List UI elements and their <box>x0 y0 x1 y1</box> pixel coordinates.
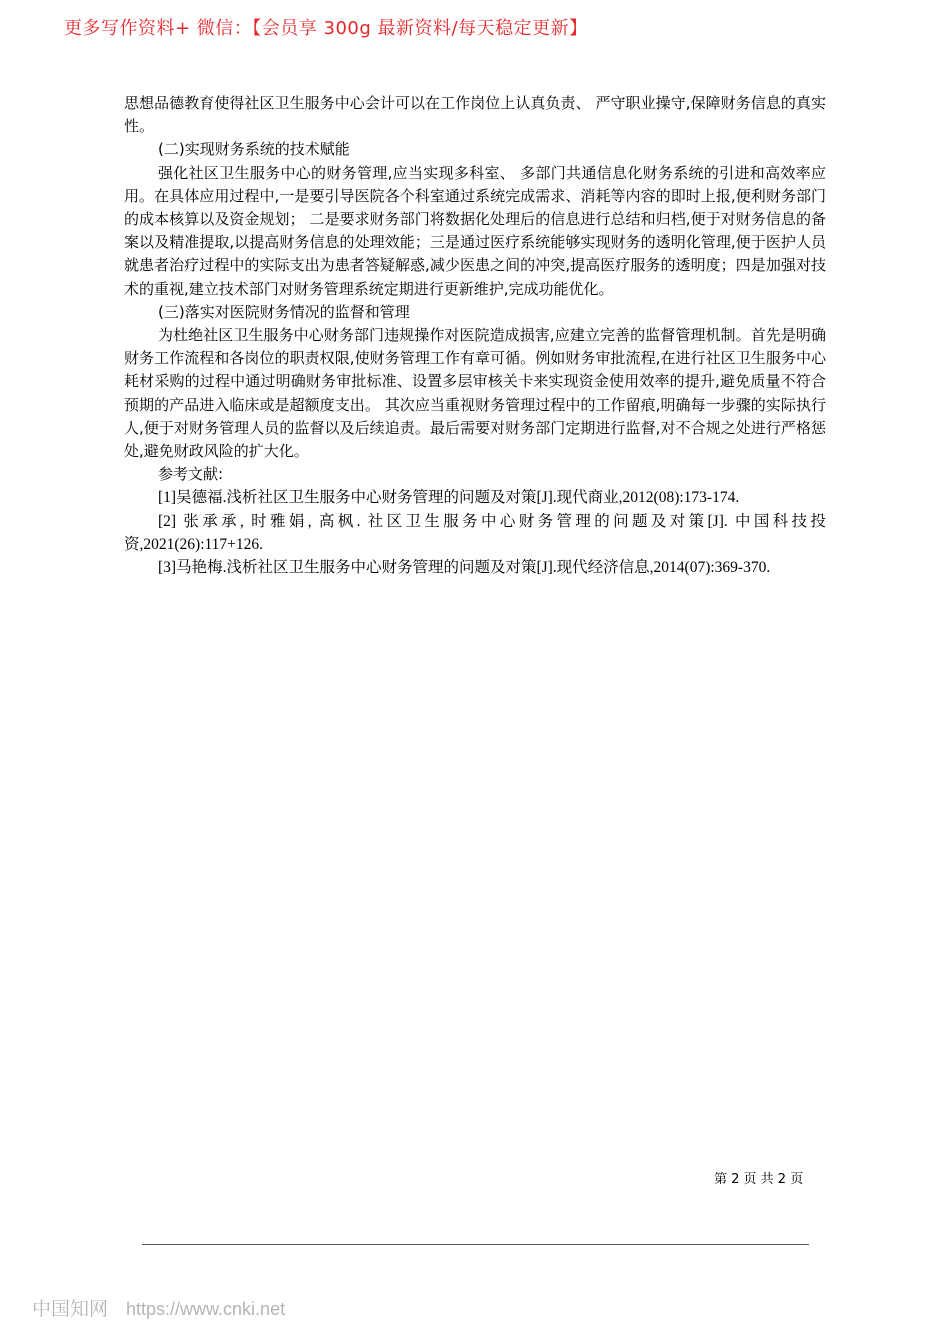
watermark-url: https://www.cnki.net <box>126 1299 286 1319</box>
cnki-watermark <box>32 1294 285 1321</box>
body-paragraph: 为杜绝社区卫生服务中心财务部门违规操作对医院造成损害,应建立完善的监督管理机制。首先是明确财务工作流程和各岗位的职责权限,使财务管理工作有章可循。例如财务审批流程,在进行社区卫生服务中心耗材采购的过程中通过明确财务审批标准、设置多层审核关卡来实现资金使用效率的提升,避免质量不符合预期的产品进入临床或是超额度支出。 其次应当重视财务管理过程中的工作留痕,明确每一步骤的实际执行人,便于对财务管理人员的监督以及后续追责。最后需要对财务部门定期进行监督,对不合规之处进行严格惩处,避免财政风险的扩大化。 <box>124 326 826 461</box>
footer-divider <box>142 1244 809 1245</box>
body-paragraph: 强化社区卫生服务中心的财务管理,应当实现多科室、 多部门共通信息化财务系统的引进和高效率应用。在具体应用过程中,一是要引导医院各个科室通过系统完成需求、消耗等内容的即时上报,便利财务部门的成本核算以及资金规划； 二是要求财务部门将数据化处理后的信息进行总结和归档,便于对财务信息的备案以及精准提取,以提高财务信息的处理效能；三是通过医疗系统能够实现财务的透明化管理,便于医护人员就患者治疗过程中的实际支出为患者答疑解惑,减少医患之间的冲突,提高医疗服务的透明度；四是加强对技术的重视,建立技术部门对财务管理系统定期进行更新维护,完成功能优化。 <box>124 163 826 298</box>
reference-item: [1]吴德福.浅析社区卫生服务中心财务管理的问题及对策[J].现代商业,2012(08):173-174. <box>158 489 740 507</box>
watermark-brand: 中国知网 <box>32 1298 109 1320</box>
section-heading: (三)落实对医院财务情况的监督和管理 <box>158 302 410 321</box>
references-heading: 参考文献: <box>158 465 224 484</box>
document-body <box>124 92 826 579</box>
reference-item: [2] 张承承, 时雅娟, 高枫. 社区卫生服务中心财务管理的问题及对策[J]. 中国科技投资,2021(26):117+126. <box>124 512 826 553</box>
promo-banner: 更多写作资料+ 微信：【会员享 300g 最新资料/每天稳定更新】 <box>64 18 588 39</box>
reference-item: [3]马艳梅.浅析社区卫生服务中心财务管理的问题及对策[J].现代经济信息,2014(07):369-370. <box>158 559 771 577</box>
page-number: 第 2 页 共 2 页 <box>714 1172 804 1187</box>
body-paragraph: 思想品德教育使得社区卫生服务中心会计可以在工作岗位上认真负责、 严守职业操守,保障财务信息的真实性。 <box>124 94 826 136</box>
section-heading: (二)实现财务系统的技术赋能 <box>158 140 350 159</box>
